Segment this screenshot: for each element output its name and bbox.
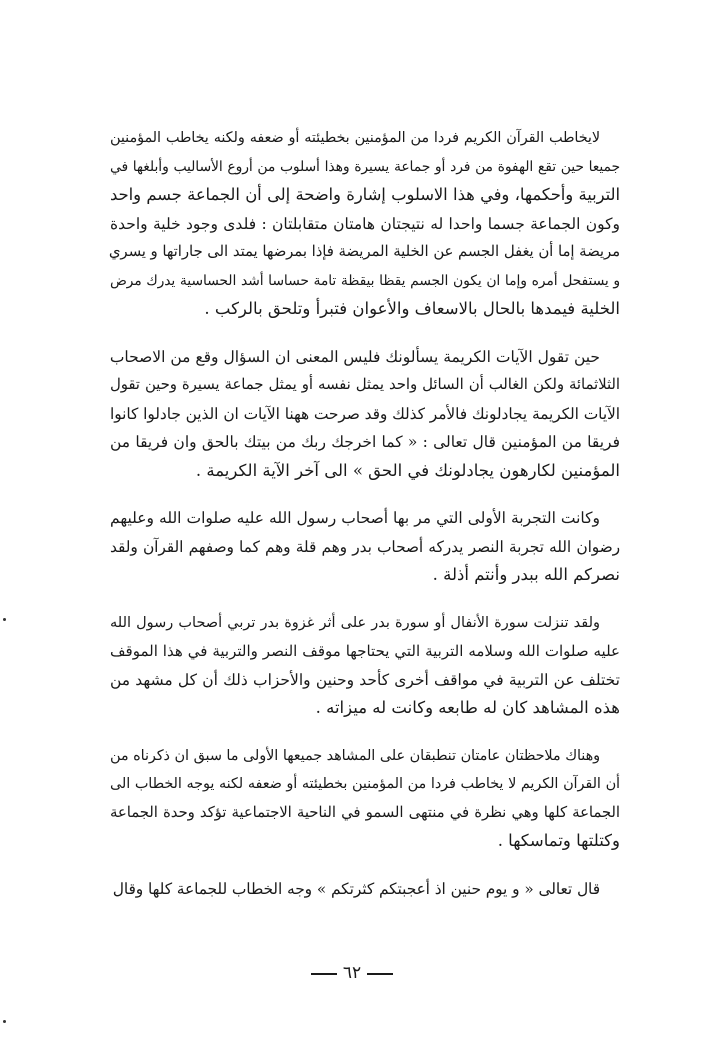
paragraph (110, 875, 620, 904)
text-line: التربية وأحكمها، وفي هذا الاسلوب إشارة واضحة إلى أن الجماعة جسم واحد (110, 185, 620, 204)
right-dash (311, 973, 337, 975)
text-line: مريضة إما أن يغفل الجسم عن الخلية المريضة فإذا بمرضها يمتد الى جاراتها و يسري (108, 243, 620, 260)
text-line: ولقد تنزلت سورة الأنفال أو سورة بدر على أثر غزوة بدر تربي أصحاب رسول الله (110, 614, 600, 631)
scan-speck (3, 1020, 6, 1023)
text-line: حين تقول الآيات الكريمة يسألونك فليس المعنى ان السؤال وقع من الاصحاب (109, 347, 600, 366)
text-line: لايخاطب القرآن الكريم فردا من المؤمنين بخطيئته أو ضعفه ولكنه يخاطب المؤمنين (110, 130, 600, 146)
page-number-value: ٦٢ (342, 963, 362, 983)
left-dash (367, 973, 393, 975)
text-line: وكتلتها وتماسكها . (497, 831, 620, 850)
text-line: الخلية فيمدها بالحال بالاسعاف والأعوان فتبرأ وتلحق بالركب . (204, 299, 620, 318)
text-line: جميعا حين تقع الهفوة من فرد أو جماعة يسيرة وهذا أسلوب من أروع الأساليب وأبلغها في (110, 158, 620, 175)
text-line: وكانت التجربة الأولى التي مر بها أصحاب رسول الله عليه صلوات الله وعليهم (110, 509, 600, 527)
paragraph (110, 742, 620, 856)
text-line: أن القرآن الكريم لا يخاطب فردا من المؤمنين بخطيئته أو ضعفه لكنه يوجه الخطاب الى (110, 776, 620, 792)
text-line: نصركم الله ببدر وأنتم أذلة . (432, 565, 620, 584)
paragraph (110, 124, 620, 324)
text-line: رضوان الله تجربة النصر يدركه أصحاب بدر وهم قلة وهم كما وصفهم القرآن ولقد (110, 537, 620, 556)
paragraph (110, 609, 620, 723)
page-body (110, 124, 620, 922)
text-line: تختلف عن التربية في مواقف أخرى كأحد وحنين والأحزاب ذلك أن كل مشهد من (110, 670, 620, 689)
text-line: وهناك ملاحظتان عامتان تنطبقان على المشاهد جميعها الأولى ما سبق ان ذكرناه من (110, 747, 600, 764)
text-line: فريقا من المؤمنين قال تعالى : « كما اخرجك ربك من بيتك بالحق وان فريقا من (110, 433, 620, 451)
text-line: المؤمنين لكارهون يجادلونك في الحق » الى آخر الآية الكريمة . (195, 460, 620, 480)
text-line: هذه المشاهد كان له طابعه وكانت له ميزاته . (315, 698, 620, 717)
paragraph (110, 504, 620, 590)
paragraph (110, 343, 620, 486)
text-line: و يستفحل أمره وإما ان يكون الجسم يقظا بيقظة تامة حساسا أشد الحساسية يدرك مرض (110, 272, 620, 289)
text-line: الجماعة كلها وهي نظرة في منتهى السمو في الناحية الاجتماعية تؤكد وحدة الجماعة (110, 803, 620, 821)
text-line: قال تعالى « و يوم حنين اذ أعجبتكم كثرتكم » وجه الخطاب للجماعة كلها وقال (112, 879, 600, 898)
text-line: عليه صلوات الله وسلامه التربية التي يحتاجها موقف النصر والتربية في هذا الموقف (110, 642, 620, 660)
text-line: الآيات الكريمة يجادلونك فالأمر كذلك وقد صرحت ههنا الآيات ان الذين جادلوا كانوا (110, 404, 620, 423)
scan-speck (3, 618, 6, 621)
text-line: وكون الجماعة جسما واحدا له نتيجتان هامتان متقابلتان : فلدى وجود خلية واحدة (110, 214, 620, 233)
page-number (0, 963, 704, 983)
text-line: الثلاثمائة ولكن الغالب أن السائل واحد يمثل نفسه أو يمثل جماعة يسيرة وحين تقول (110, 376, 620, 393)
